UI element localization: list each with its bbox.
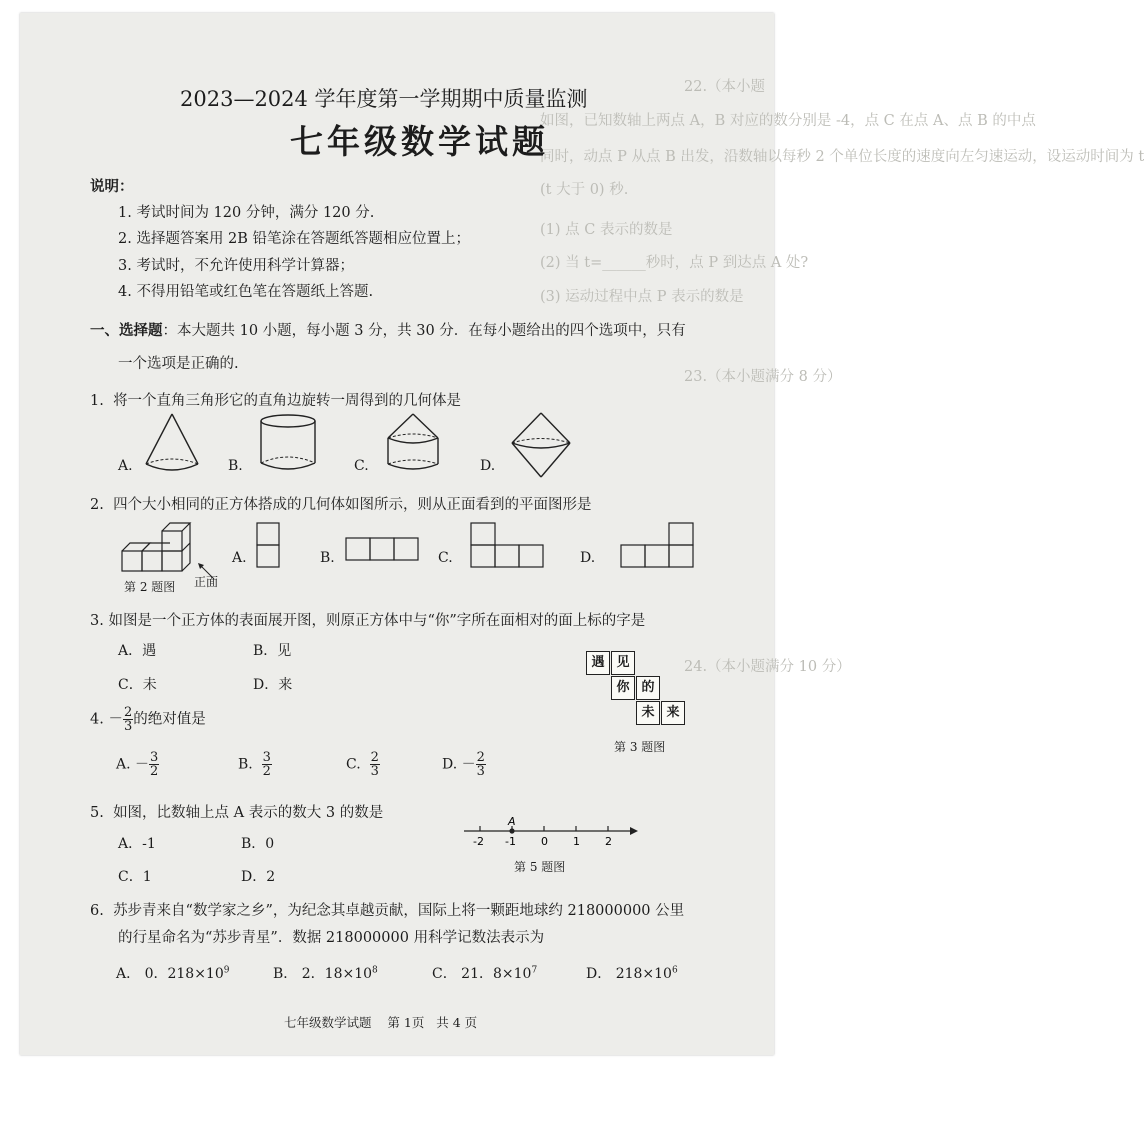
instruction-item: 4. 不得用铅笔或红色笔在答题纸上答题. <box>118 284 374 300</box>
bleed-q22-sub3: (3) 运动过程中点 P 表示的数是 <box>540 289 744 305</box>
numerator: 2 <box>370 750 379 765</box>
number-line-figure <box>460 813 642 853</box>
option-label: B. <box>320 550 335 566</box>
section-desc-line2: 一个选项是正确的. <box>118 356 239 372</box>
option-label: A. <box>116 756 131 773</box>
section-heading <box>90 319 686 340</box>
net-cell: 见 <box>611 651 635 675</box>
option-b <box>238 751 272 778</box>
question-text: 四个大小相同的正方体搭成的几何体如图所示，则从正面看到的平面图形是 <box>113 497 592 513</box>
question-text: 的绝对值是 <box>133 711 206 728</box>
option-text: B．见 <box>253 643 292 659</box>
exam-page <box>20 13 1144 1055</box>
exam-title: 2023—2024 学年度第一学期期中质量监测 <box>180 87 588 111</box>
option-text: A．-1 <box>118 836 156 852</box>
view-option-a <box>256 522 282 570</box>
net-cell: 来 <box>661 701 685 725</box>
fraction <box>262 751 272 778</box>
denominator: 2 <box>150 764 159 779</box>
option-text: C．1 <box>118 869 152 885</box>
minus-sign: － <box>461 756 476 773</box>
question-number: 3. <box>90 613 104 629</box>
cylinder-icon <box>257 411 319 475</box>
exam-subtitle: 七年级数学试题 <box>290 122 549 161</box>
question-text: 如图，比数轴上点 A 表示的数大 3 的数是 <box>113 805 384 821</box>
bleed-q24-head: 24.（本小题满分 10 分） <box>684 659 851 675</box>
option-b <box>273 963 378 983</box>
exponent: 6 <box>671 965 678 976</box>
net-cell: 的 <box>636 676 660 700</box>
option-label: A． <box>116 966 141 982</box>
option-d <box>442 751 486 778</box>
option-c <box>432 963 537 983</box>
instructions-label: 说明： <box>90 178 134 195</box>
minus-sign: － <box>108 711 123 728</box>
bleed-q22-line2: 同时，动点 P 从点 B 出发，沿数轴以每秒 2 个单位长度的速度向左匀速运动，设运动时间为 t <box>540 149 1144 165</box>
question-text-line2: 的行星命名为“苏步青星”．数据 218000000 用科学记数法表示为 <box>118 930 545 946</box>
option-value: 218×10 <box>615 966 672 982</box>
footer-page: 第 1页 <box>387 1015 425 1030</box>
tick-label: 2 <box>605 835 612 848</box>
question-5 <box>90 801 383 822</box>
numerator: 3 <box>262 750 271 765</box>
exponent: 7 <box>531 965 538 976</box>
question-2 <box>90 493 592 514</box>
figure-caption: 第 3 题图 <box>614 740 666 754</box>
option-label: A. <box>232 550 247 566</box>
option-label: D. <box>442 756 458 773</box>
section-title: 一、选择题 <box>90 322 163 339</box>
view-option-b <box>345 537 419 563</box>
footer-total: 共 4 页 <box>436 1015 478 1030</box>
numerator: 2 <box>123 705 133 720</box>
option-label: C． <box>432 966 457 982</box>
numerator: 2 <box>476 750 485 765</box>
double-cone-icon <box>508 409 574 481</box>
bleed-q22-line1: 如图，已知数轴上两点 A，B 对应的数分别是 -4，点 C 在点 A、点 B 的中点 <box>540 113 1036 129</box>
minus-sign: － <box>135 756 150 773</box>
question-text: 将一个直角三角形它的直角边旋转一周得到的几何体是 <box>113 393 462 409</box>
bleed-q22-sub1: (1) 点 C 表示的数是 <box>540 222 673 238</box>
question-number: 6. <box>90 903 104 919</box>
footer-subject: 七年级数学试题 <box>284 1015 372 1030</box>
figure-caption: 第 2 题图 <box>124 580 176 594</box>
option-label: B. <box>238 756 253 773</box>
point-a-marker <box>509 828 514 833</box>
question-number: 4. <box>90 711 104 728</box>
option-label: B． <box>273 966 298 982</box>
tick-label: -2 <box>473 835 484 848</box>
question-text: 如图是一个正方体的表面展开图，则原正方体中与“你”字所在面相对的面上标的字是 <box>108 613 646 629</box>
option-label: B. <box>228 458 243 474</box>
tick-label: -1 <box>505 835 516 848</box>
view-option-c <box>470 522 544 570</box>
option-label: D. <box>480 458 496 474</box>
option-label: C. <box>438 550 453 566</box>
fraction <box>476 751 486 778</box>
denominator: 3 <box>123 719 133 734</box>
option-text: C．未 <box>118 677 157 693</box>
point-a-label: A <box>508 815 516 828</box>
option-value: 2．18×10 <box>301 966 373 982</box>
option-c <box>346 751 380 778</box>
net-cell: 你 <box>611 676 635 700</box>
fraction <box>370 751 380 778</box>
fraction <box>149 751 159 778</box>
instruction-item: 1. 考试时间为 120 分钟，满分 120 分. <box>118 205 375 221</box>
cube-stack-figure <box>118 521 230 579</box>
exponent: 9 <box>223 965 230 976</box>
option-text: B．0 <box>241 836 275 852</box>
option-label: C. <box>346 756 361 773</box>
cylinder-with-cone-icon <box>382 410 444 476</box>
tick-label: 1 <box>573 835 580 848</box>
bleed-q22-head: 22.（本小题 <box>684 79 766 95</box>
bleed-q22-line3: (t 大于 0) 秒. <box>540 182 629 198</box>
question-6 <box>90 899 684 920</box>
view-option-d <box>620 522 694 570</box>
question-number: 2. <box>90 497 104 513</box>
figure-caption: 第 5 题图 <box>514 860 566 874</box>
cone-icon <box>142 410 202 474</box>
option-label: A. <box>118 458 133 474</box>
denominator: 2 <box>262 764 271 779</box>
numerator: 3 <box>150 750 159 765</box>
tick-label: 0 <box>541 835 548 848</box>
page-footer <box>284 1013 477 1031</box>
net-cell: 未 <box>636 701 660 725</box>
denominator: 3 <box>476 764 485 779</box>
denominator: 3 <box>370 764 379 779</box>
option-d <box>586 963 678 983</box>
option-label: D． <box>586 966 612 982</box>
front-label: 正面 <box>194 575 219 589</box>
instruction-item: 3. 考试时，不允许使用科学计算器； <box>118 258 354 274</box>
option-text: D．来 <box>253 677 293 693</box>
net-cell: 遇 <box>586 651 610 675</box>
instruction-item: 2. 选择题答案用 2B 铅笔涂在答题纸答题相应位置上； <box>118 231 471 247</box>
question-4 <box>90 706 206 733</box>
option-label: D. <box>580 550 596 566</box>
question-3 <box>90 609 645 630</box>
exponent: 8 <box>372 965 378 976</box>
question-number: 5. <box>90 805 104 821</box>
section-desc: ：本大题共 10 小题，每小题 3 分，共 30 分．在每小题给出的四个选项中，只有 <box>162 323 686 339</box>
option-a <box>116 963 230 983</box>
question-text: 苏步青来自“数学家之乡”，为纪念其卓越贡献，国际上将一颗距地球约 218000000 公里 <box>113 903 685 919</box>
bleed-q22-sub2: (2) 当 t=______秒时，点 P 到达点 A 处? <box>540 255 809 271</box>
option-text: D．2 <box>241 869 276 885</box>
fraction <box>123 706 133 733</box>
option-text: A．遇 <box>118 643 157 659</box>
option-value: 21．8×10 <box>461 966 532 982</box>
option-value: 0．218×10 <box>144 966 224 982</box>
option-a <box>116 751 159 778</box>
question-number: 1. <box>90 393 104 409</box>
option-label: C. <box>354 458 369 474</box>
cube-net-figure <box>582 651 692 729</box>
bleed-q23-head: 23.（本小题满分 8 分） <box>684 369 842 385</box>
question-1 <box>90 389 461 410</box>
